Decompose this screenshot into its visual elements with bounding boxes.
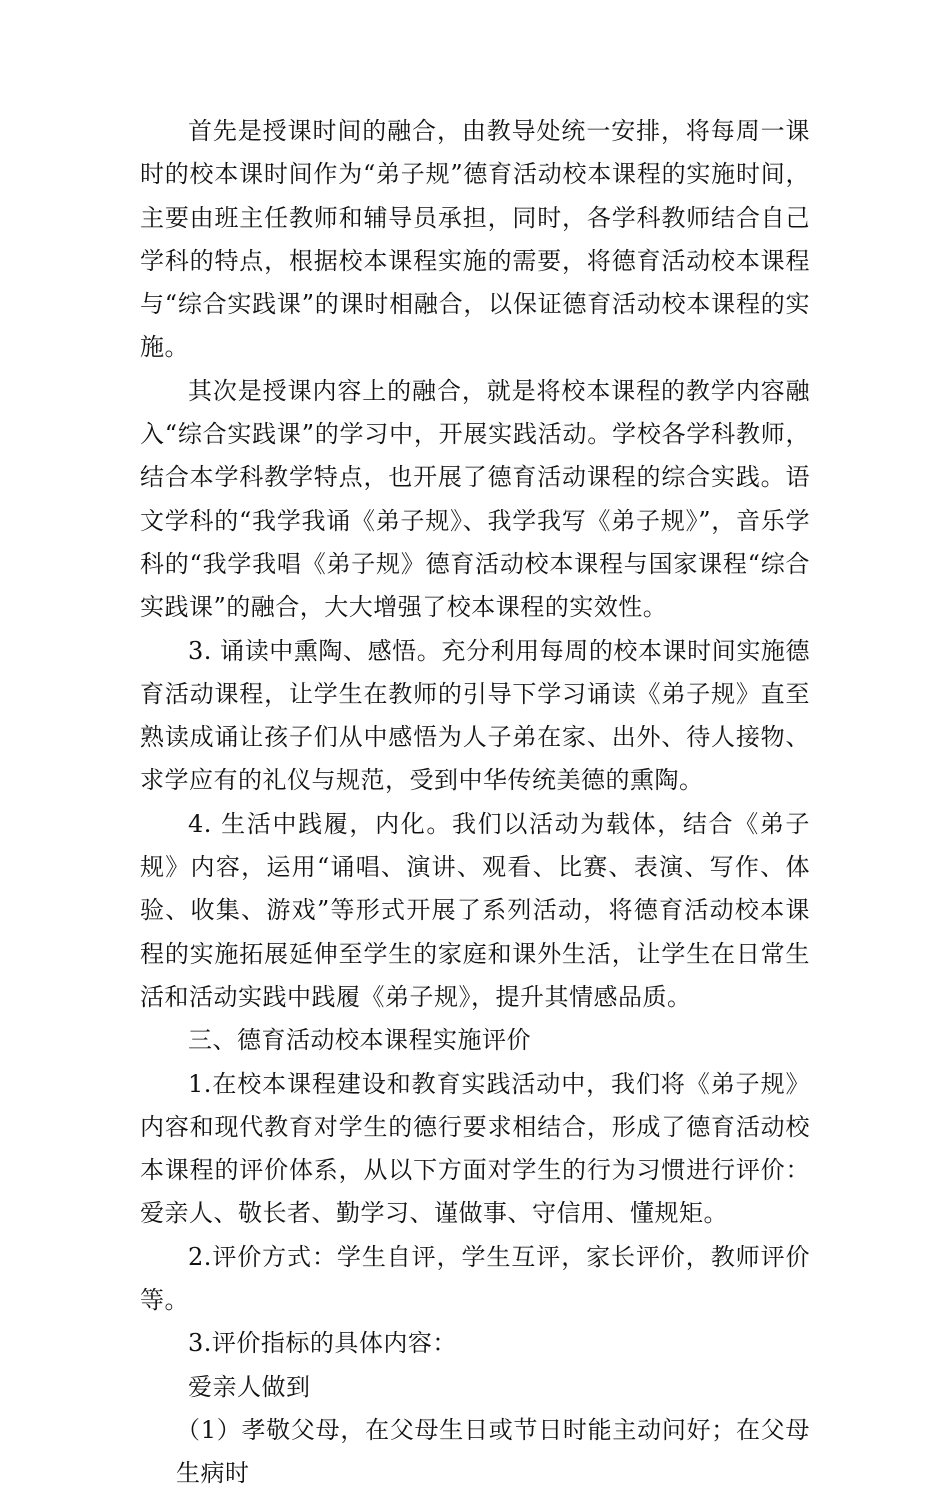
paragraph-life-practice: 4. 生活中践履，内化。我们以活动为载体，结合《弟子规》内容，运用“诵唱、演讲、观看、比赛、表演、写作、体验、收集、游戏”等形式开展了系列活动，将德育活动校本课程的实施拓展延伸至学生的家庭和课外生活，让学生在日常生活和活动实践中践履《弟子规》，提升其情感品质。 <box>140 809 810 1011</box>
section-heading-evaluation: 三、德育活动校本课程实施评价 <box>188 1026 531 1055</box>
paragraph-evaluation-system: 1.在校本课程建设和教育实践活动中，我们将《弟子规》内容和现代教育对学生的德行要求相结合，形成了德育活动校本课程的评价体系，从以下方面对学生的行为习惯进行评价：爱亲人、敬长者、勤学习、谨做事、守信用、懂规矩。 <box>140 1069 810 1228</box>
paragraph-evaluation-indicators: 3.评价指标的具体内容： <box>188 1329 457 1358</box>
paragraph-teaching-time-integration: 首先是授课时间的融合，由教导处统一安排，将每周一课时的校本课时间作为“弟子规”德育活动校本课程的实施时间，主要由班主任教师和辅导员承担，同时，各学科教师结合自己学科的特点，根据校本课程实施的需要，将德育活动校本课程与“综合实践课”的课时相融合，以保证德育活动校本课程的实施。 <box>140 117 810 362</box>
paragraph-teaching-content-integration: 其次是授课内容上的融合，就是将校本课程的教学内容融入“综合实践课”的学习中，开展实践活动。学校各学科教师，结合本学科教学特点，也开展了德育活动课程的综合实践。语文学科的“我学我诵《弟子规》、我学我写《弟子规》”，音乐学科的“我学我唱《弟子规》德育活动校本课程与国家课程“综合实践课”的融合，大大增强了校本课程的实效性。 <box>140 376 810 622</box>
paragraph-reading-cultivation: 3. 诵读中熏陶、感悟。充分利用每周的校本课时间实施德育活动课程，让学生在教师的引导下学习诵读《弟子规》直至熟读成诵让孩子们从中感悟为人子弟在家、出外、待人接物、求学应有的礼仪与规范，受到中华传统美德的熏陶。 <box>140 636 810 795</box>
paragraph-evaluation-methods: 2.评价方式：学生自评，学生互评，家长评价，教师评价等。 <box>140 1242 810 1315</box>
list-item-respect-parents: （1）孝敬父母，在父母生日或节日时能主动问好；在父母生病时 <box>176 1415 810 1488</box>
paragraph-love-family: 爱亲人做到 <box>188 1372 311 1401</box>
